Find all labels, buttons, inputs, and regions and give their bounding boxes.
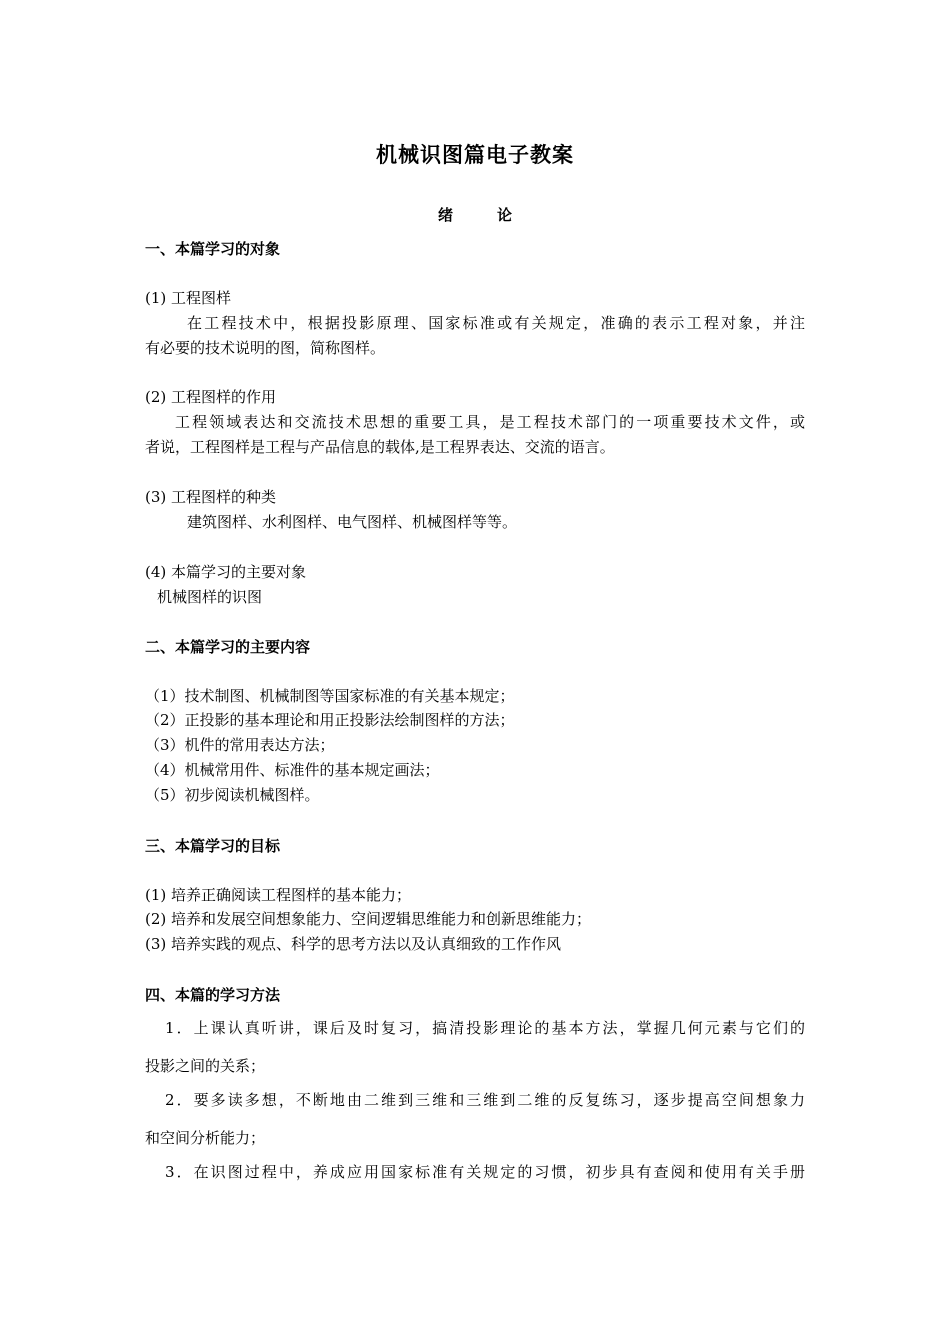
- paragraph-line: 2．要多读多想，不断地由二维到三维和三维到二维的反复练习，逐步提高空间想象力: [165, 1091, 805, 1109]
- list-item: （2）正投影的基本理论和用正投影法绘制图样的方法；: [145, 711, 515, 729]
- list-item: （4）机械常用件、标准件的基本规定画法；: [145, 761, 440, 779]
- chapter-heading-right: 论: [497, 206, 513, 224]
- item-title-main-object: (4) 本篇学习的主要对象: [145, 563, 307, 581]
- section-heading-content: 二、本篇学习的主要内容: [145, 638, 311, 656]
- item-title-drawing-role: (2) 工程图样的作用: [145, 388, 277, 406]
- paragraph-line: 投影之间的关系；: [145, 1057, 266, 1075]
- paragraph-line: 1．上课认真听讲，课后及时复习，搞清投影理论的基本方法，掌握几何元素与它们的: [165, 1019, 805, 1037]
- paragraph-line: 建筑图样、水利图样、电气图样、机械图样等等。: [187, 513, 518, 531]
- list-item: (1) 培养正确阅读工程图样的基本能力；: [145, 886, 412, 904]
- paragraph-line: 3．在识图过程中，养成应用国家标准有关规定的习惯，初步具有查阅和使用有关手册: [165, 1163, 805, 1181]
- section-heading-methods: 四、本篇的学习方法: [145, 986, 281, 1004]
- item-title-drawing-types: (3) 工程图样的种类: [145, 488, 277, 506]
- paragraph-line: 工程领域表达和交流技术思想的重要工具，是工程技术部门的一项重要技术文件，或: [175, 413, 805, 431]
- list-item: （1）技术制图、机械制图等国家标准的有关基本规定；: [145, 687, 515, 705]
- paragraph-line: 和空间分析能力；: [145, 1129, 266, 1147]
- list-item: （5）初步阅读机械图样。: [145, 786, 320, 804]
- document-title: 机械识图篇电子教案: [376, 143, 574, 167]
- paragraph-line: 在工程技术中，根据投影原理、国家标准或有关规定，准确的表示工程对象，并注: [187, 314, 805, 332]
- list-item: (3) 培养实践的观点、科学的思考方法以及认真细致的工作作风: [145, 935, 562, 953]
- list-item: （3）机件的常用表达方法；: [145, 736, 335, 754]
- chapter-heading: [0, 204, 950, 225]
- list-item: (2) 培养和发展空间想象能力、空间逻辑思维能力和创新思维能力；: [145, 910, 592, 928]
- item-title-drawings: (1) 工程图样: [145, 289, 232, 307]
- paragraph-line: 有必要的技术说明的图，简称图样。: [145, 339, 386, 357]
- paragraph-line: 机械图样的识图: [157, 588, 263, 606]
- chapter-heading-left: 绪: [437, 206, 453, 224]
- section-heading-goals: 三、本篇学习的目标: [145, 837, 281, 855]
- section-heading-objects: 一、本篇学习的对象: [145, 240, 281, 258]
- paragraph-line: 者说，工程图样是工程与产品信息的载体,是工程界表达、交流的语言。: [145, 438, 615, 456]
